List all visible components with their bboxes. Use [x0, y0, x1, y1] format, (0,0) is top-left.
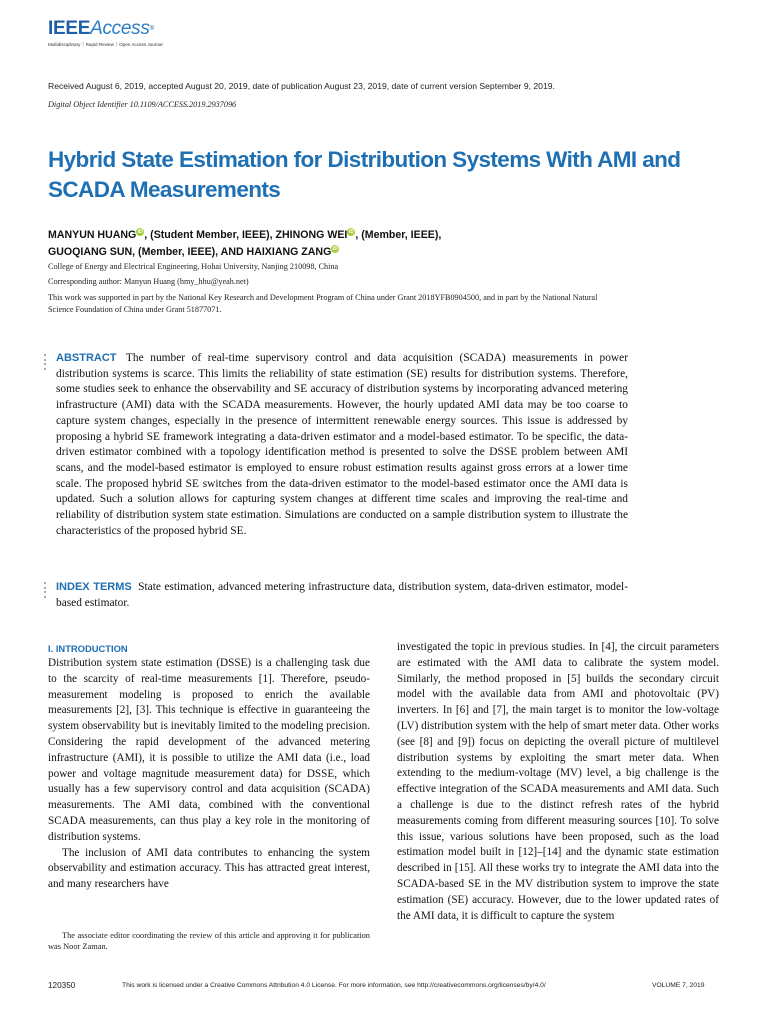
corresponding-author: Corresponding author: Manyun Huang (hmy_hhu@yeah.net) — [48, 277, 249, 286]
page-number: 120350 — [48, 981, 76, 990]
author-2-role: , (Member, IEEE), — [355, 229, 442, 241]
license-notice[interactable]: This work is licensed under a Creative Commons Attribution 4.0 License. For more information, see http://creativecommons.org/licenses/by/4.0/ — [122, 982, 546, 989]
orcid-icon[interactable]: iD — [332, 246, 338, 253]
funding-statement: This work was supported in part by the National Key Research and Development Program of China under Grant 2018YFB0904500, and in part by the National Natural Science Foundation of China under Grant 51877071. — [48, 293, 598, 314]
abstract-label: ABSTRACT — [56, 352, 117, 364]
abstract-text: The number of real-time supervisory control and data acquisition (SCADA) measurements in power distribution systems is scarce. This limits the reliability of state estimation (SE) results for distribution systems. Therefore, some studies seek to enhance the observability and SE accuracy of distribution systems by incorporating advanced metering infrastructure (AMI) data with the SCADA measurements. However, the hourly updated AMI data may be too coarse to capture system changes, especially in the presence of intermittent renewable energy sources. This issue is addressed by proposing a hybrid SE framework integrating a data-driven estimator and a model-based estimator. To be specific, the data-driven estimator combined with a topology identification method is presented to solve the DSSE problem between AMI scans, and the model-based estimator is employed to ensure robust estimation results against gross errors at a lower time scale. The proposed hybrid SE switches from the data-driven estimator to the model-based estimator once the AMI data is updated. Such a solution allows for capturing system changes at different time scales and improving the real-time and reliability of distribution system state estimation. Simulations are conducted on a sample distribution system to illustrate the characteristics of the proposed hybrid SE. — [56, 352, 628, 537]
journal-name: IEEEAccess® — [48, 18, 154, 39]
received-dates: Received August 6, 2019, accepted August 20, 2019, date of publication August 23, 2019, date of current version September 9, 2019. — [48, 81, 555, 91]
abstract — [56, 351, 628, 539]
author-1-role: , (Student Member, IEEE), ZHINONG WEI — [144, 229, 348, 241]
orcid-icon[interactable]: iD — [348, 229, 354, 236]
doi-line: Digital Object Identifier 10.1109/ACCESS.2019.2937096 — [48, 100, 237, 109]
volume-label: VOLUME 7, 2019 — [652, 982, 705, 989]
editor-footnote: The associate editor coordinating the review of this article and approving it for publication was Noor Zaman. — [48, 931, 370, 951]
left-column — [48, 656, 370, 893]
author-list — [48, 227, 688, 261]
index-terms-label: INDEX TERMS — [56, 581, 132, 593]
author-line-2: GUOQIANG SUN, (Member, IEEE), AND HAIXIANG ZANG — [48, 246, 332, 258]
index-terms-text: State estimation, advanced metering infrastructure data, distribution system, data-driven estimator, model-based estimator. — [56, 581, 628, 609]
journal-logo — [48, 18, 162, 49]
affiliation: College of Energy and Electrical Engineering, Hohai University, Nanjing 210098, China — [48, 262, 339, 271]
section-heading: I. INTRODUCTION — [48, 643, 128, 654]
abstract-marker-icon — [44, 354, 48, 372]
author-1: MANYUN HUANG — [48, 229, 137, 241]
paragraph: Distribution system state estimation (DSSE) is a challenging task due to the scarcity of real-time measurements [1]. Therefore, pseudo-measurement modeling is proposed to enrich the available measurements [2], [3]. This technique is effective in guaranteeing the system observability but is inevitably limited to the modeling precision. Considering the rapid development of the advanced metering infrastructure (AMI), it is possible to utilize the AMI data (i.e., load power and voltage magnitude measurement data) for DSSE, which usually has a few supervisory control and data acquisition (SCADA) measurements. The AMI data, combined with the conventional SCADA measurements, can thus play a key role in the monitoring of distribution systems. — [48, 657, 370, 843]
paragraph: The inclusion of AMI data contributes to enhancing the system observability and estimation accuracy. This has attracted great interest, and many researchers have — [48, 846, 370, 891]
index-terms-marker-icon — [44, 582, 48, 600]
paragraph: investigated the topic in previous studies. In [4], the circuit parameters are estimated with the AMI data to calibrate the system model. Similarly, the method proposed in [5] builds the secondary circuit model with the available data from AMI and photovoltaic (PV) inverters. In [6] and [7], the main target is to monitor the low-voltage (LV) distribution system with the help of smart meter data. Other works (see [8] and [9]) focus on depicting the overall picture of multilevel distribution systems by exploiting the smart meter data. When extending to the medium-voltage (MV) level, a big challenge is the effective integration of the SCADA measurements and AMI data. Such a challenge is due to the distinct refresh rates of the hybrid measurements coming from different measuring sources [10]. To solve this issue, various solutions have been proposed, such as the load estimation model built in [12]–[14] and the dynamic state estimation described in [15]. All these works try to integrate the AMI data into the SCADA-based SE in the MV distribution system to improve the state estimation (SE) accuracy. However, due to the lower updated rates of the AMI data, it is difficult to capture the system — [397, 641, 719, 922]
right-column — [397, 640, 719, 924]
journal-tagline: Multidisciplinary ⏐ Rapid Review ⏐ Open Access Journal — [48, 42, 163, 47]
orcid-icon[interactable]: iD — [137, 229, 143, 236]
paper-title: Hybrid State Estimation for Distribution Systems With AMI and SCADA Measurements — [48, 147, 681, 202]
index-terms — [56, 580, 628, 611]
